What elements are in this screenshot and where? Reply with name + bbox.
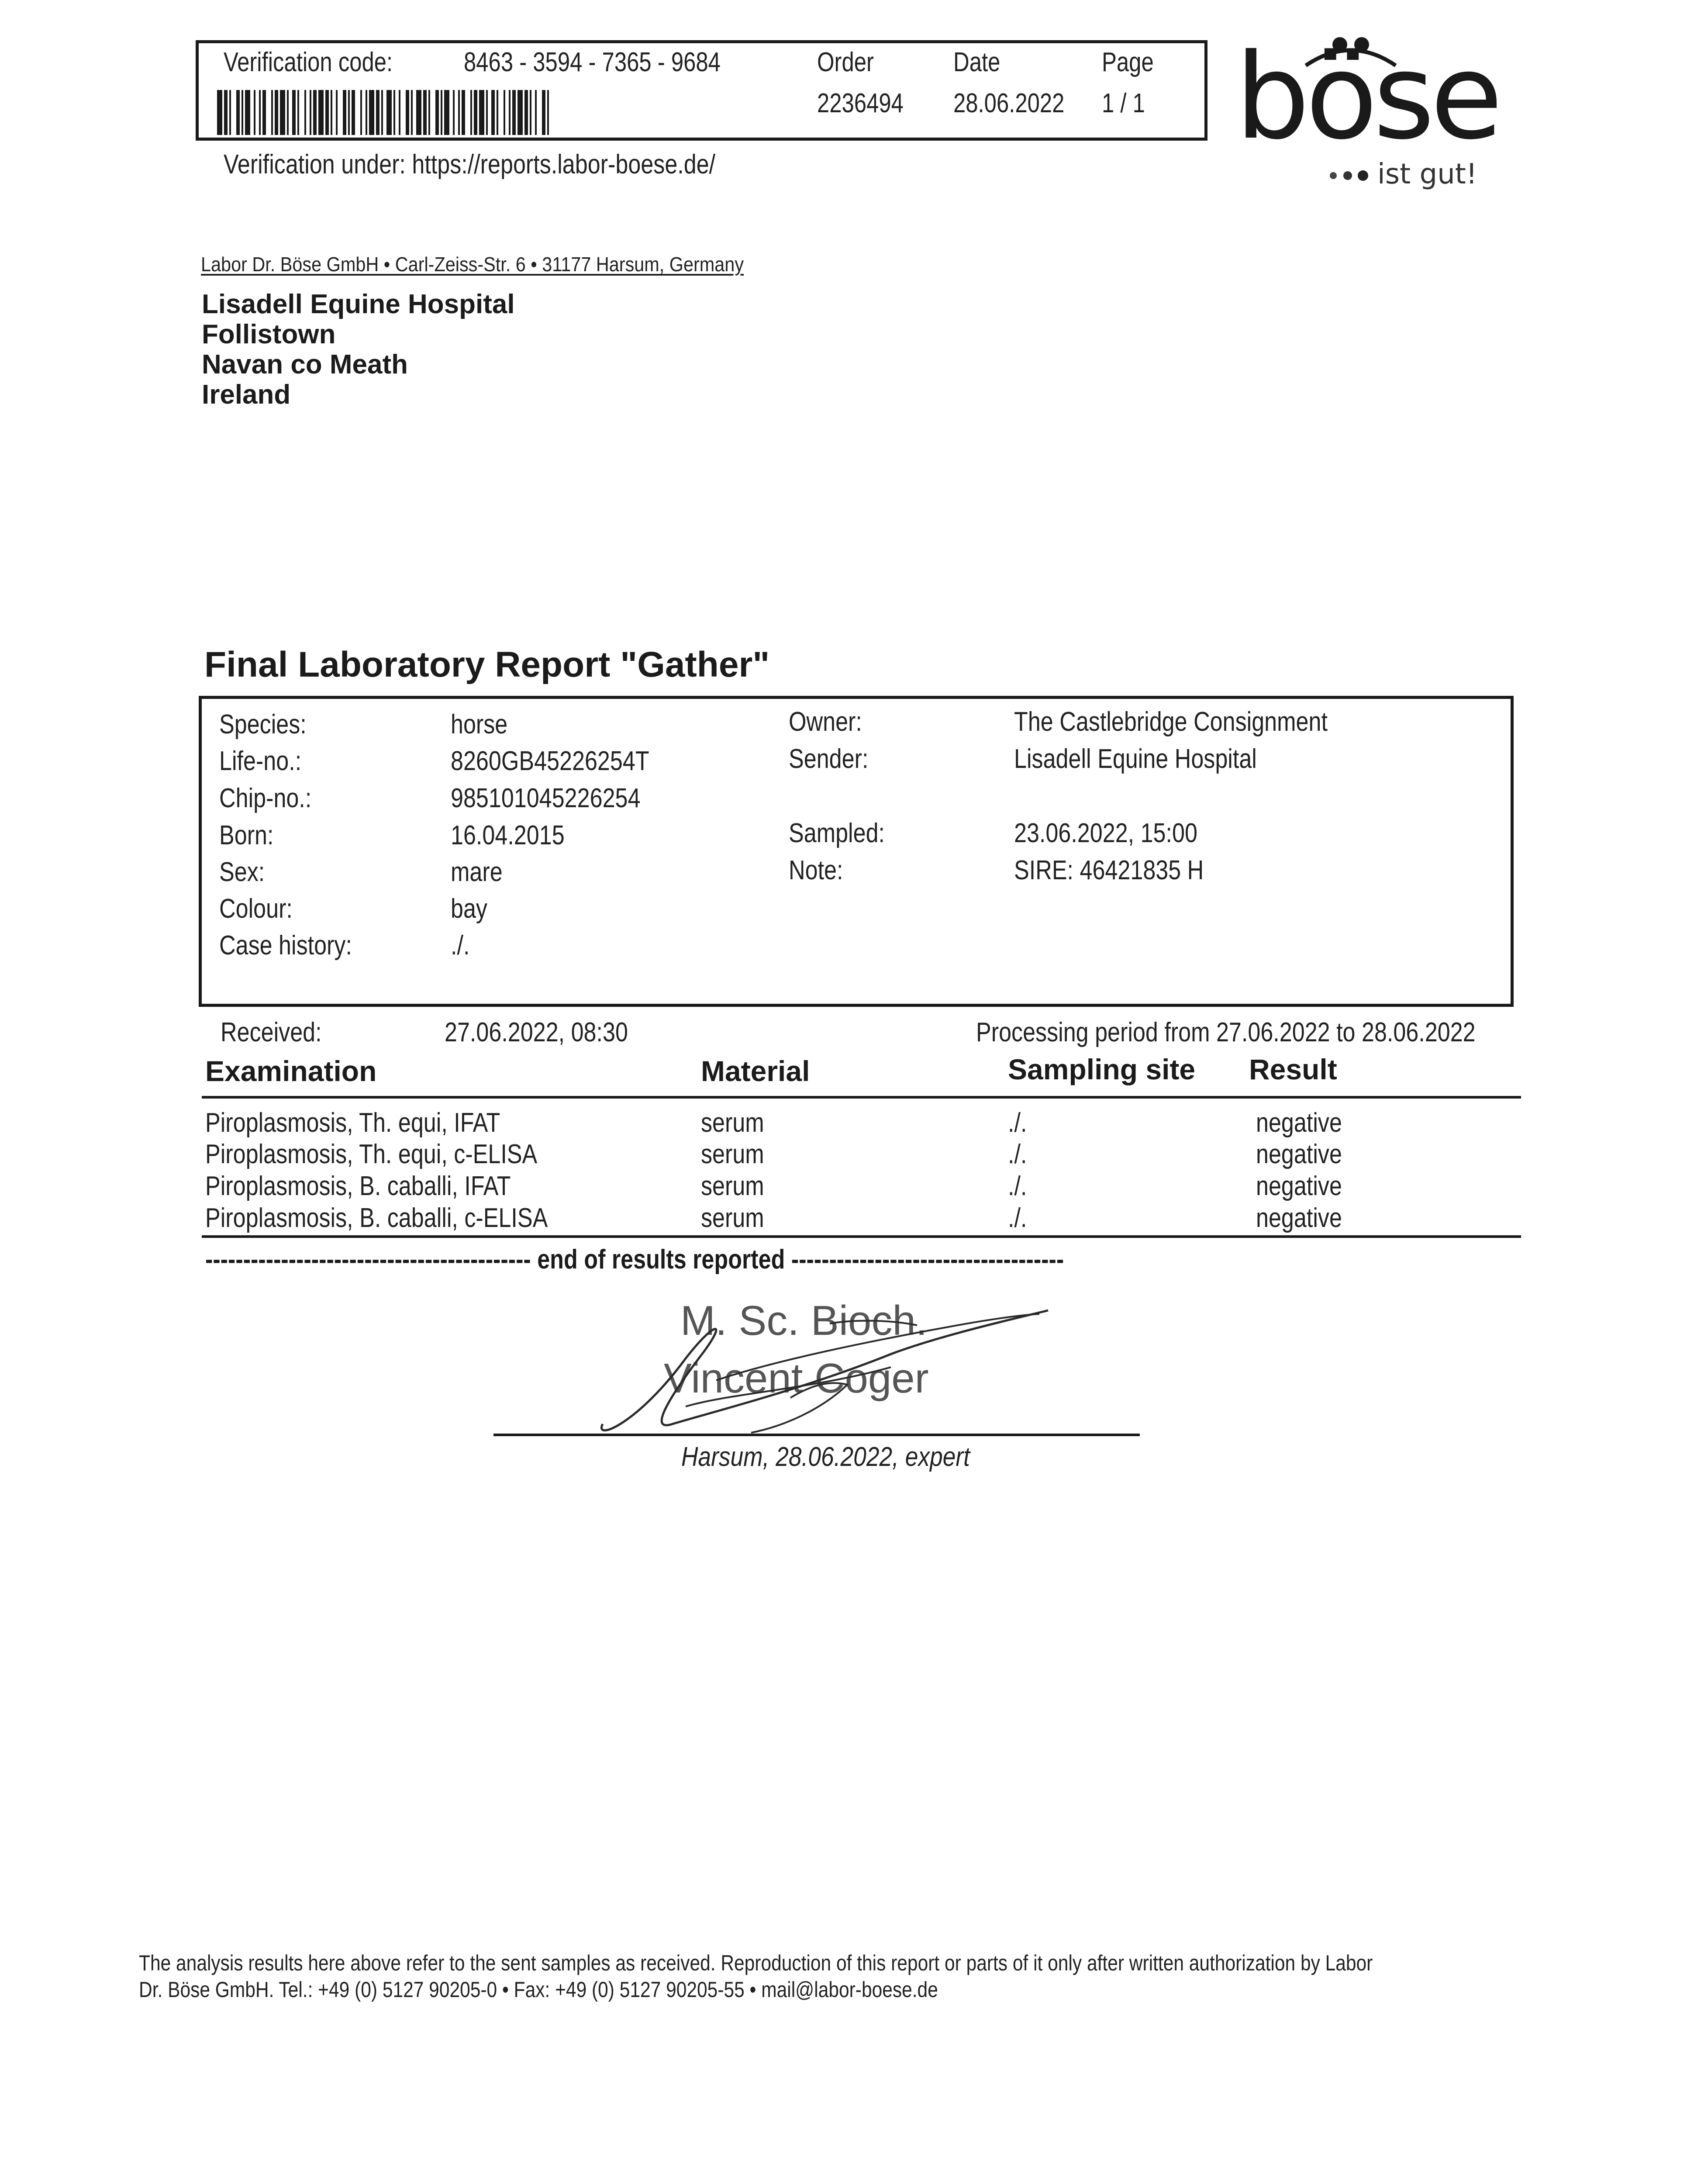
- barcode-bar: [530, 90, 531, 135]
- barcode-bar: [259, 90, 261, 135]
- barcode-bar: [366, 90, 367, 135]
- row-examination: Piroplasmosis, B. caballi, IFAT: [205, 1171, 511, 1201]
- verification-code-value: 8463 - 3594 - 7365 - 9684: [464, 47, 721, 77]
- logo-mark: [1240, 26, 1502, 197]
- footer-line-2: Dr. Böse GmbH. Tel.: +49 (0) 5127 90205-0 • Fax: +49 (0) 5127 90205-55 • mail@labor-boese.de: [139, 1977, 938, 2002]
- life-no-value: 8260GB45226254T: [451, 746, 649, 776]
- verification-code-label: Verification code:: [224, 47, 393, 77]
- row-result: negative: [1256, 1108, 1342, 1138]
- barcode-bar: [435, 90, 439, 135]
- row-result: negative: [1256, 1203, 1342, 1233]
- note-value: SIRE: 46421835 H: [1014, 855, 1204, 885]
- barcode-bar: [497, 90, 498, 135]
- sampled-value: 23.06.2022, 15:00: [1014, 818, 1197, 848]
- barcode-bar: [331, 90, 332, 135]
- column-header-result: Result: [1249, 1053, 1337, 1085]
- case-history-value: ./.: [451, 930, 470, 961]
- row-sampling-site: ./.: [1008, 1171, 1027, 1201]
- barcode-bar: [292, 90, 296, 135]
- row-examination: Piroplasmosis, Th. equi, c-ELISA: [205, 1139, 538, 1169]
- barcode-bar: [470, 90, 472, 135]
- barcode-bar: [348, 90, 350, 135]
- row-material: serum: [701, 1203, 764, 1233]
- barcode-bar: [458, 90, 460, 135]
- born-label: Born:: [219, 820, 274, 850]
- row-sampling-site: ./.: [1008, 1139, 1027, 1169]
- barcode-bar: [376, 90, 379, 135]
- barcode-bar: [381, 90, 383, 135]
- signature-title: M. Sc. Bioch.: [680, 1297, 928, 1344]
- barcode-bar: [229, 90, 231, 135]
- order-value: 2236494: [817, 88, 904, 118]
- sampled-label: Sampled:: [789, 818, 885, 848]
- row-result: negative: [1256, 1171, 1342, 1201]
- sender-label: Sender:: [789, 744, 869, 774]
- barcode-bar: [262, 90, 266, 135]
- sex-value: mare: [451, 857, 503, 887]
- page-value: 1 / 1: [1102, 88, 1145, 118]
- barcode-bar: [406, 90, 409, 135]
- barcode-bar: [491, 90, 495, 135]
- barcode-bar: [352, 90, 355, 135]
- logo-tagline: ist gut!: [1377, 158, 1477, 190]
- born-value: 16.04.2015: [451, 820, 565, 850]
- table-header-rule: [202, 1096, 1521, 1099]
- barcode-bar: [304, 90, 306, 135]
- barcode-bar: [297, 90, 299, 135]
- barcode-bar: [224, 90, 228, 135]
- recipient-line: Ireland: [202, 380, 291, 410]
- report-title: Final Laboratory Report "Gather": [204, 645, 770, 684]
- row-material: serum: [701, 1139, 764, 1169]
- barcode-bar: [336, 90, 338, 135]
- barcode-bar: [411, 90, 413, 135]
- case-history-label: Case history:: [219, 930, 352, 961]
- barcode-bar: [313, 90, 317, 135]
- barcode-bar: [360, 90, 362, 135]
- barcode-bar: [453, 90, 455, 135]
- signature-name: Vincent Coger: [664, 1355, 929, 1402]
- column-header-sampling-site: Sampling site: [1008, 1053, 1196, 1085]
- barcode-bar: [310, 90, 311, 135]
- signature-area: [585, 1293, 1070, 1441]
- barcode-bar: [287, 90, 289, 135]
- row-examination: Piroplasmosis, Th. equi, IFAT: [205, 1108, 500, 1138]
- barcode-bar: [275, 90, 278, 135]
- barcode-bar: [462, 90, 465, 135]
- verification-url: Verification under: https://reports.labor-boese.de/: [224, 149, 716, 180]
- life-no-label: Life-no.:: [219, 746, 302, 776]
- received-value: 27.06.2022, 08:30: [445, 1017, 628, 1047]
- barcode-bar: [542, 90, 545, 135]
- barcode-bar: [271, 90, 273, 135]
- barcode-bar: [280, 90, 285, 135]
- chip-no-value: 985101045226254: [451, 783, 641, 813]
- column-header-material: Material: [701, 1055, 810, 1087]
- date-label: Date: [953, 47, 1000, 77]
- sender-address-line: Labor Dr. Böse GmbH • Carl-Zeiss-Str. 6 • 31177 Harsum, Germany: [201, 253, 744, 276]
- end-of-results-line: ------------------------------------------- end of results reported ------------------------------------: [205, 1244, 1064, 1275]
- barcode-bar: [486, 90, 488, 135]
- owner-value: The Castlebridge Consignment: [1014, 707, 1328, 737]
- recipient-line: Lisadell Equine Hospital: [202, 289, 515, 319]
- boese-logo: [1240, 26, 1502, 197]
- barcode-bar: [479, 90, 484, 135]
- barcode-bar: [254, 90, 255, 135]
- signature-rule: [493, 1434, 1140, 1436]
- barcode-bar: [343, 90, 346, 135]
- row-sampling-site: ./.: [1008, 1203, 1027, 1233]
- row-examination: Piroplasmosis, B. caballi, c-ELISA: [205, 1203, 548, 1233]
- barcode-bar: [399, 90, 400, 135]
- barcode-bar: [325, 90, 329, 135]
- barcode-bar: [428, 90, 430, 135]
- barcode-bar: [509, 90, 511, 135]
- signature-caption: Harsum, 28.06.2022, expert: [681, 1442, 970, 1472]
- chip-no-label: Chip-no.:: [219, 783, 312, 813]
- row-material: serum: [701, 1108, 764, 1138]
- footer-line-1: The analysis results here above refer to the sent samples as received. Reproduction of this report or parts of it only after written authorization by Labor: [139, 1951, 1373, 1975]
- barcode-bar: [512, 90, 516, 135]
- sex-label: Sex:: [219, 857, 265, 887]
- animal-info-box: [199, 696, 1514, 1007]
- barcode-bar: [547, 90, 549, 135]
- processing-period: Processing period from 27.06.2022 to 28.06.2022: [976, 1017, 1476, 1047]
- sender-value: Lisadell Equine Hospital: [1014, 744, 1257, 774]
- received-label: Received:: [221, 1017, 322, 1047]
- recipient-address: [202, 289, 515, 410]
- barcode-bar: [369, 90, 374, 135]
- species-label: Species:: [219, 709, 307, 740]
- barcode-bar: [524, 90, 528, 135]
- owner-label: Owner:: [789, 707, 862, 737]
- species-value: horse: [451, 709, 508, 740]
- barcode-bar: [416, 90, 421, 135]
- barcode-bar: [504, 90, 505, 135]
- logo-wordmark: böse: [1240, 28, 1499, 166]
- colour-value: bay: [451, 894, 487, 924]
- barcode-bar: [386, 90, 392, 135]
- recipient-line: Navan co Meath: [202, 349, 408, 380]
- recipient-line: Follistown: [202, 319, 336, 349]
- signature-image: [585, 1293, 1070, 1441]
- barcode-bar: [517, 90, 523, 135]
- barcode-bar: [241, 90, 243, 135]
- barcode-bar: [217, 90, 222, 135]
- barcode-bar: [393, 90, 395, 135]
- colour-label: Colour:: [219, 894, 293, 924]
- barcode-bar: [318, 90, 324, 135]
- row-material: serum: [701, 1171, 764, 1201]
- column-header-examination: Examination: [205, 1055, 377, 1087]
- barcode-bar: [441, 90, 442, 135]
- barcode-bar: [245, 90, 250, 135]
- row-result: negative: [1256, 1139, 1342, 1169]
- barcode-image: [217, 90, 549, 135]
- barcode-bar: [474, 90, 477, 135]
- barcode-bar: [423, 90, 427, 135]
- order-label: Order: [817, 47, 874, 77]
- row-sampling-site: ./.: [1008, 1108, 1027, 1138]
- barcode-bar: [236, 90, 240, 135]
- date-value: 28.06.2022: [953, 88, 1065, 118]
- page-label: Page: [1102, 47, 1154, 77]
- barcode-bar: [535, 90, 537, 135]
- table-footer-rule: [202, 1235, 1521, 1238]
- barcode-bar: [444, 90, 449, 135]
- note-label: Note:: [789, 855, 843, 885]
